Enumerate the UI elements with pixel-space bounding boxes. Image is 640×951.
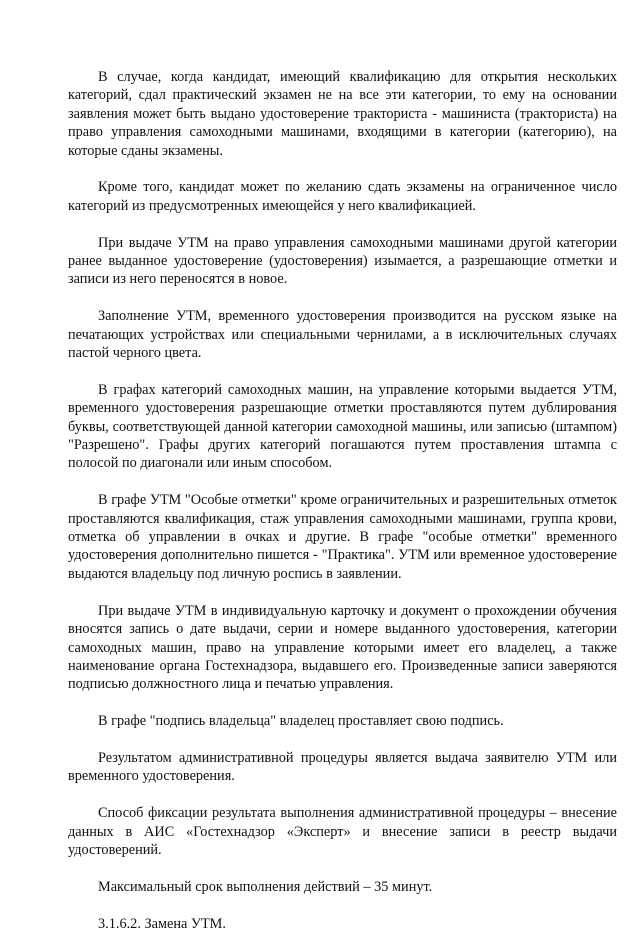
paragraph-record-card: При выдаче УТМ в индивидуальную карточку и документ о прохождении обучения вносятся запись о дате выдачи, серии и номере выданного удостоверения, категории самоходных машин, право на управление которыми имеет его владелец, а также наименование органа Гостехнадзора, выдавшего его. Произведенные записи заверяются подписью должностного лица и печатью управления.: [68, 602, 617, 693]
paragraph-filling-rules: Заполнение УТМ, временного удостоверения производится на русском языке на печатающих устройствах или специальными чернилами, а в исключительных случаях пастой черного цвета.: [68, 308, 617, 362]
section-heading-replacement: 3.1.6.2. Замена УТМ.: [98, 915, 226, 932]
paragraph-limited-categories: Кроме того, кандидат может по желанию сдать экзамены на ограниченное число категорий из предусмотренных имеющейся у него квалификацией.: [68, 179, 617, 214]
paragraph-owner-signature: В графе "подпись владельца" владелец проставляет свою подпись.: [98, 713, 504, 730]
paragraph-category-marks: В графах категорий самоходных машин, на управление которыми выдается УТМ, временного удостоверения разрешающие отметки проставляются путем дублирования буквы, соответствующей данной категории самоходной машины, или записью (штампом) "Разрешено". Графы других категорий погашаются путем проставления штампа с полосой по диагонали или иным способом.: [68, 381, 617, 472]
paragraph-max-duration: Максимальный срок выполнения действий – 35 минут.: [98, 878, 433, 895]
paragraph-result-recording: Способ фиксации результата выполнения административной процедуры – внесение данных в АИС «Гостехнадзор «Эксперт» и внесение записи в реестр выдачи удостоверений.: [68, 805, 617, 858]
paragraph-old-license-withdrawal: При выдаче УТМ на право управления самоходными машинами другой категории ранее выданное удостоверение (удостоверения) изымается, а разрешающие отметки и записи из него переносятся в новое.: [68, 234, 617, 288]
paragraph-partial-categories: В случае, когда кандидат, имеющий квалификацию для открытия нескольких категорий, сдал практический экзамен не на все эти категории, то ему на основании заявления может быть выдано удостоверение тракториста - машиниста (тракториста) на право управления самоходными машинами, входящими в категории (категорию), на которые сданы экзамены.: [68, 69, 617, 159]
paragraph-procedure-result: Результатом административной процедуры является выдача заявителю УТМ или временного удостоверения.: [68, 749, 617, 785]
paragraph-special-marks: В графе УТМ "Особые отметки" кроме ограничительных и разрешительных отметок проставляются квалификация, стаж управления самоходными машинами, группа крови, отметка об управлении в очках и другие. В графе "особые отметки" временного удостоверения дополнительно пишется - "Практика". УТМ или временное удостоверение выдаются владельцу под личную роспись в заявлении.: [68, 492, 617, 582]
document-body: [68, 68, 617, 951]
